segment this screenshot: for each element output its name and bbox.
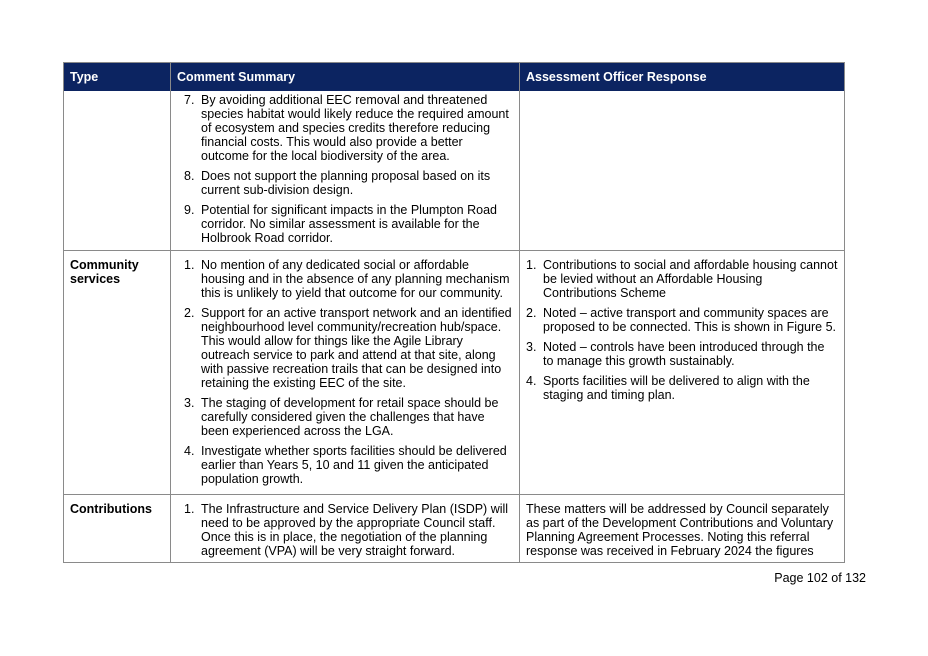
list-item: 2. Noted – active transport and community spaces are proposed to be connected. This is shown in Figure 5.	[526, 306, 836, 334]
table-header	[64, 63, 844, 91]
submissions-table	[63, 62, 845, 563]
list-item: 7. By avoiding additional EEC removal and threatened species habitat would likely reduce the required amount of ecosystem and species credits therefore reducing financial costs. This would also provide a better outcome for the local biodiversity of the area.	[184, 93, 509, 163]
list-item: 3. The staging of development for retail space should be carefully considered given the challenges that have been experienced across the LGA.	[184, 396, 499, 438]
row2-type: Community services	[70, 258, 139, 286]
header-officer-response: Assessment Officer Response	[526, 70, 707, 84]
row3-comment-cell	[184, 502, 514, 564]
list-item: 9. Potential for significant impacts in the Plumpton Road corridor. No similar assessment is available for the Holbrook Road corridor.	[184, 203, 497, 245]
list-item: 3. Noted – controls have been introduced through the to manage this growth sustainably.	[526, 340, 825, 368]
row2-comment-list	[184, 258, 514, 486]
row3-type: Contributions	[70, 502, 152, 516]
column-divider	[170, 63, 171, 562]
column-divider	[519, 63, 520, 562]
row2-response-list	[526, 258, 838, 402]
list-item: 2. Support for an active transport network and an identified neighbourhood level community/recreation hub/space. This would allow for things like the Agile Library outreach service to park and attend at that site, along with passive recreation trails that can be designed into retaining the existing EEC of the site.	[184, 306, 512, 390]
list-item: 1. The Infrastructure and Service Delivery Plan (ISDP) will need to be approved by the appropriate Council staff. Once this is in place, the negotiation of the planning agreement (VPA) will be very straight forward.	[184, 502, 509, 558]
list-item: 4. Investigate whether sports facilities should be delivered earlier than Years 5, 10 and 11 given the anticipated population growth.	[184, 444, 507, 486]
list-item: 8. Does not support the planning proposal based on its current sub-division design.	[184, 169, 491, 197]
header-comment-summary: Comment Summary	[177, 70, 296, 84]
page-number: Page 102 of 132	[774, 571, 866, 585]
row2-response-cell	[526, 258, 838, 408]
list-item: 4. Sports facilities will be delivered to align with the staging and timing plan.	[526, 374, 810, 402]
row1-comment-cell	[184, 93, 514, 251]
row3-comment-list	[184, 502, 514, 558]
row3-response: These matters will be addressed by Council separately as part of the Development Contributions and Voluntary Planning Agreement Processes. Noting this referral response was received in February 2024 the figures	[526, 502, 834, 558]
list-item: 1. No mention of any dedicated social or affordable housing and in the absence of any planning mechanism this is unlikely to yield that outcome for our community.	[184, 258, 510, 300]
row2-comment-cell	[184, 258, 514, 492]
header-type: Type	[70, 70, 99, 84]
row1-comment-list	[184, 93, 514, 245]
list-item: 1. Contributions to social and affordable housing cannot be levied without an Affordable Housing Contributions Scheme	[526, 258, 838, 300]
row-divider	[64, 494, 844, 495]
